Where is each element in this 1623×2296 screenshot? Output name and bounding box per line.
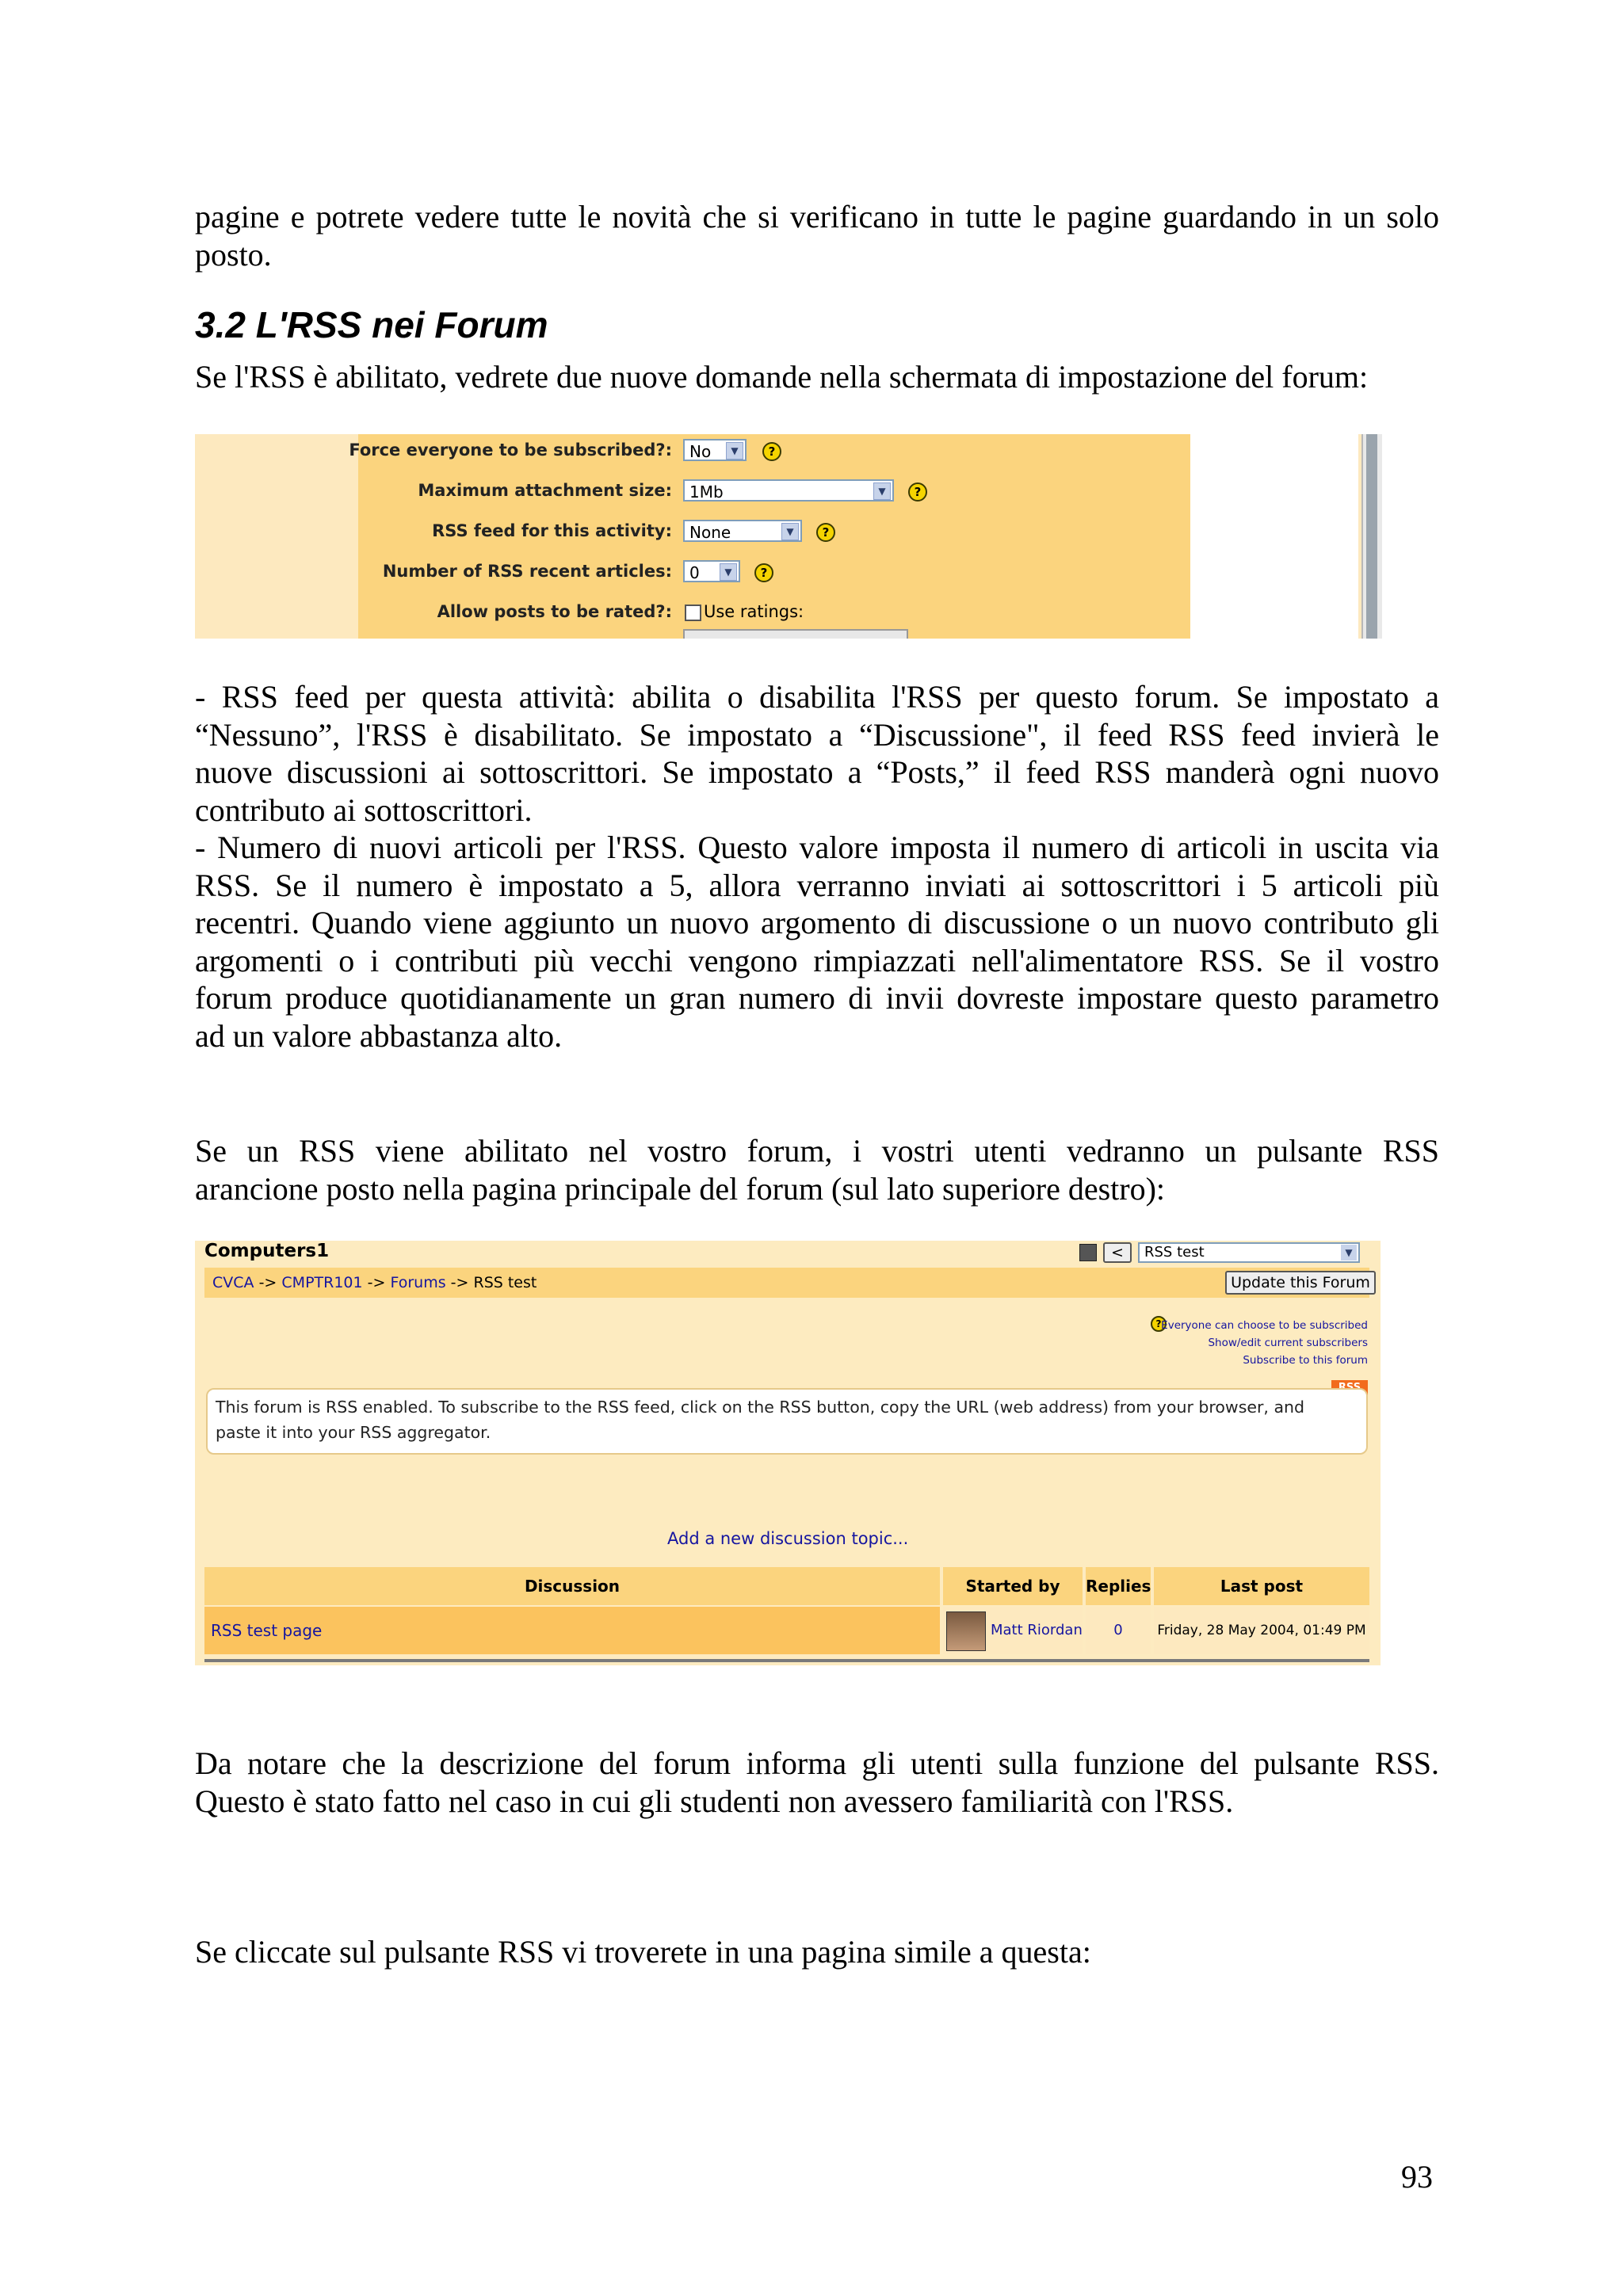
text-line: - RSS feed per questa attività: abilita o disabilita l'RSS per questo forum. Se impostato a bbox=[195, 679, 1439, 715]
form-row-rss-articles bbox=[358, 555, 1190, 587]
text-line: Da notare che la descrizione del forum informa gli utenti sulla funzione del pulsante RSS. bbox=[195, 1745, 1439, 1781]
section-heading: 3.2 L'RSS nei Forum bbox=[195, 304, 548, 345]
navbar bbox=[204, 1268, 1369, 1298]
form-label: Allow posts to be rated?: bbox=[437, 602, 672, 621]
text-line: RSS. Se il numero è impostato a 5, allora verranno inviati ai sottoscrittori i 5 articoli più bbox=[195, 867, 1439, 903]
help-icon[interactable]: ? bbox=[754, 563, 773, 582]
table-divider bbox=[204, 1659, 1369, 1662]
update-forum-button[interactable]: Update this Forum bbox=[1225, 1271, 1376, 1295]
description-line: paste it into your RSS aggregator. bbox=[216, 1423, 491, 1442]
description-line: This forum is RSS enabled. To subscribe to the RSS feed, click on the RSS button, copy the URL (web address) from your browser, and bbox=[216, 1398, 1305, 1417]
text-line: Questo è stato fatto nel caso in cui gli studenti non avessero familiarità con l'RSS. bbox=[195, 1783, 1234, 1819]
settings-right-area bbox=[1190, 434, 1358, 639]
chevron-down-icon: ▼ bbox=[781, 523, 799, 540]
rss-description-paragraph bbox=[195, 678, 1439, 1055]
attachment-size-select[interactable]: 1Mb ▼ bbox=[683, 479, 894, 502]
avatar[interactable] bbox=[946, 1611, 986, 1651]
text-line: Se cliccate sul pulsante RSS vi troverete in una pagina simile a questa: bbox=[195, 1934, 1091, 1970]
column-header-last-post[interactable]: Last post bbox=[1154, 1567, 1369, 1605]
subscribed-select[interactable]: No ▼ bbox=[683, 439, 747, 461]
started-by-cell bbox=[943, 1607, 1083, 1654]
prev-button[interactable]: < bbox=[1103, 1242, 1132, 1263]
breadcrumb-current: RSS test bbox=[473, 1274, 537, 1291]
text-line: “Nessuno”, l'RSS è disabilitato. Se impostato a “Discussione", il feed RSS feed invierà le bbox=[195, 716, 1439, 753]
column-header-discussion[interactable]: Discussion bbox=[204, 1567, 940, 1605]
text-line: arancione posto nella pagina principale del forum (sul lato superiore destro): bbox=[195, 1170, 1166, 1207]
settings-form-screenshot bbox=[195, 434, 1382, 639]
text-line: ad un valore abbastanza alto. bbox=[195, 1017, 563, 1054]
forum-page-screenshot bbox=[195, 1241, 1381, 1665]
forum-description bbox=[206, 1388, 1368, 1455]
rss-button-paragraph bbox=[195, 1132, 1439, 1207]
breadcrumb-link-cmptr101[interactable]: CMPTR101 bbox=[281, 1274, 363, 1291]
breadcrumb: CVCA -> CMPTR101 -> Forums -> RSS test bbox=[212, 1274, 537, 1291]
add-discussion-link[interactable]: Add a new discussion topic... bbox=[667, 1529, 909, 1548]
column-header-replies[interactable]: Replies bbox=[1086, 1567, 1151, 1605]
text-line: nuove discussioni ai sottoscrittori. Se impostato a “Posts,” il feed RSS manderà ogni nuovo bbox=[195, 754, 1439, 790]
text-line: argomenti o i contributi più vecchi vengono rimpiazzati nell'alimentatore RSS. Se il vostro bbox=[195, 942, 1439, 978]
text-line: posto. bbox=[195, 236, 272, 273]
text-line: Se un RSS viene abilitato nel vostro forum, i vostri utenti vedranno un pulsante RSS bbox=[195, 1133, 1439, 1169]
breadcrumb-link-forums[interactable]: Forums bbox=[390, 1274, 446, 1291]
replies-link[interactable]: 0 bbox=[1086, 1607, 1151, 1654]
text-line: contributo ai sottoscrittori. bbox=[195, 791, 533, 828]
discussion-link[interactable]: RSS test page bbox=[204, 1607, 940, 1654]
help-icon[interactable]: ? bbox=[1151, 1316, 1167, 1332]
form-row-rss-feed bbox=[358, 515, 1190, 547]
rss-feed-select[interactable]: None ▼ bbox=[683, 520, 802, 542]
chevron-down-icon: ▼ bbox=[873, 482, 891, 500]
jump-select[interactable]: RSS test ▼ bbox=[1138, 1242, 1360, 1263]
use-ratings-label: Use ratings: bbox=[704, 602, 804, 621]
truncated-select[interactable] bbox=[683, 629, 908, 639]
text-line: Se l'RSS è abilitato, vedrete due nuove domande nella schermata di impostazione del forum: bbox=[195, 359, 1369, 395]
author-link[interactable]: Matt Riordan bbox=[991, 1622, 1083, 1638]
last-post-link[interactable]: Friday, 28 May 2004, 01:49 PM bbox=[1154, 1607, 1369, 1654]
column-header-started-by[interactable]: Started by bbox=[943, 1567, 1083, 1605]
breadcrumb-link-cvca[interactable]: CVCA bbox=[212, 1274, 254, 1291]
note-paragraph bbox=[195, 1745, 1439, 1820]
help-icon[interactable]: ? bbox=[816, 523, 835, 542]
rss-articles-select[interactable]: 0 ▼ bbox=[683, 560, 740, 582]
text-line: recentri. Quando viene aggiunto un nuovo argomento di discussione o un nuovo contributo gli bbox=[195, 905, 1439, 940]
use-ratings-checkbox[interactable] bbox=[685, 605, 701, 621]
help-icon[interactable]: ? bbox=[908, 482, 927, 502]
text-line: pagine e potrete vedere tutte le novità che si verificano in tutte le pagine guardando in un solo bbox=[195, 199, 1439, 235]
save-icon[interactable] bbox=[1079, 1244, 1097, 1261]
intro-paragraph bbox=[195, 198, 1439, 273]
form-label: Maximum attachment size: bbox=[418, 481, 672, 500]
course-title: Computers1 bbox=[204, 1241, 330, 1261]
click-paragraph bbox=[195, 1933, 1439, 1971]
chevron-down-icon: ▼ bbox=[720, 563, 737, 581]
text-line: - Numero di nuovi articoli per l'RSS. Questo valore imposta il numero di articoli in uscita via bbox=[195, 830, 1439, 865]
form-label: RSS feed for this activity: bbox=[432, 521, 672, 540]
form-label: Force everyone to be subscribed?: bbox=[349, 441, 672, 460]
form-row-attachment bbox=[358, 475, 1190, 506]
settings-paragraph bbox=[195, 358, 1439, 396]
link-show-edit-subscribers[interactable]: Show/edit current subscribers bbox=[1208, 1337, 1368, 1349]
link-subscribe-forum[interactable]: Subscribe to this forum bbox=[1243, 1354, 1368, 1367]
page-number: 93 bbox=[1401, 2159, 1433, 2195]
chevron-down-icon: ▼ bbox=[726, 442, 743, 460]
form-row-ratings bbox=[358, 596, 1190, 627]
text-line: forum produce quotidianamente un gran numero di invii dovreste impostare questo parametro bbox=[195, 980, 1439, 1016]
link-everyone-can-subscribe[interactable]: Everyone can choose to be subscribed bbox=[1161, 1319, 1368, 1332]
scrollbar[interactable] bbox=[1361, 434, 1382, 639]
form-row-subscribed bbox=[349, 434, 1190, 466]
chevron-down-icon: ▼ bbox=[1341, 1245, 1357, 1261]
form-label: Number of RSS recent articles: bbox=[382, 562, 672, 581]
help-icon[interactable]: ? bbox=[762, 442, 781, 461]
subscription-links bbox=[1161, 1317, 1368, 1369]
